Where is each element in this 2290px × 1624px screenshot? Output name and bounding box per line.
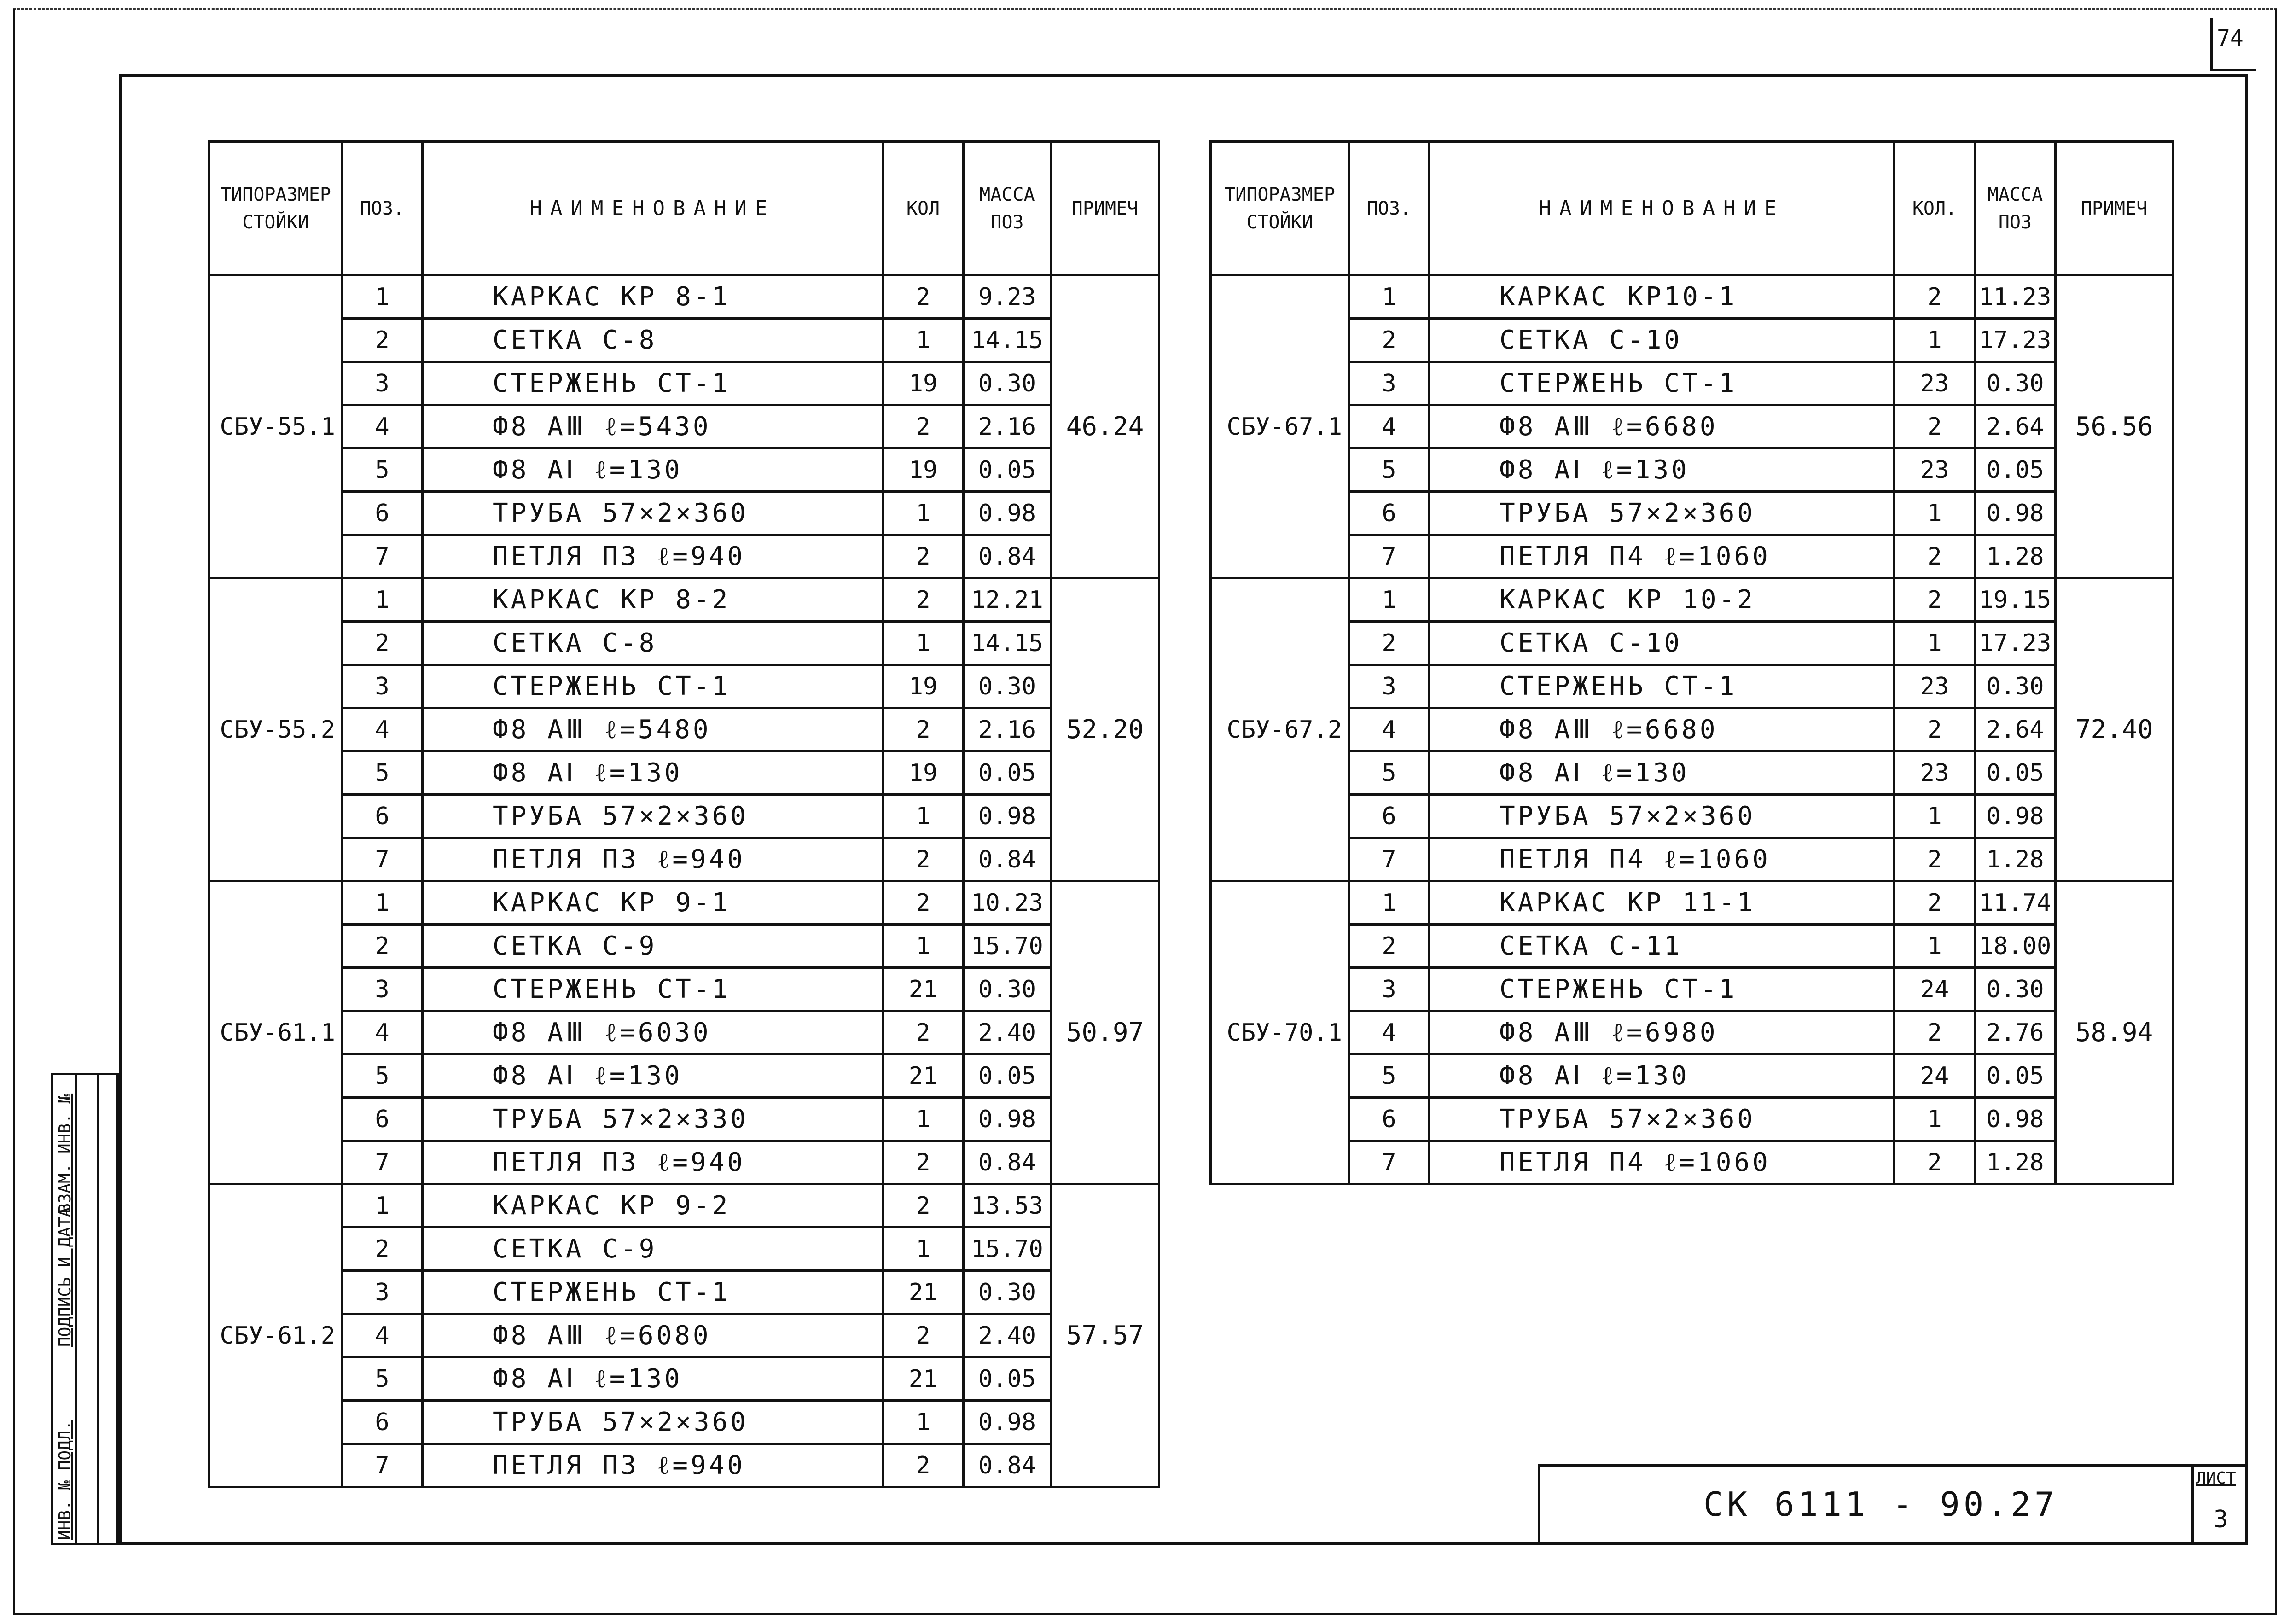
item-name: СЕТКА С-9 [423,1228,883,1271]
mass: 0.05 [964,751,1051,795]
table-row [209,795,1159,838]
position-number: 3 [1349,968,1430,1011]
position-number: 3 [1349,362,1430,405]
mass: 0.98 [964,1098,1051,1141]
position-number: 7 [342,838,423,881]
item-name: ТРУБА 57×2×360 [1430,1098,1895,1141]
mass: 0.84 [964,1444,1051,1487]
quantity: 1 [1895,925,1975,968]
quantity: 21 [883,1357,964,1401]
quantity: 19 [883,362,964,405]
quantity: 19 [883,751,964,795]
header-qty: КОЛ [883,142,964,275]
quantity: 2 [1895,1011,1975,1054]
item-name: СЕТКА С-9 [423,925,883,968]
position-number: 1 [342,578,423,622]
table-row [1211,838,2173,881]
position-number: 7 [342,1444,423,1487]
item-name: СТЕРЖЕНЬ СТ-1 [1430,362,1895,405]
quantity: 2 [1895,535,1975,578]
table-row [1211,492,2173,535]
quantity: 2 [883,275,964,319]
quantity: 2 [883,578,964,622]
quantity: 19 [883,665,964,708]
table-row [1211,751,2173,795]
table-row [209,1054,1159,1098]
mass: 15.70 [964,1228,1051,1271]
table-row [209,665,1159,708]
mass: 0.84 [964,535,1051,578]
item-name: ТРУБА 57×2×330 [423,1098,883,1141]
position-number: 1 [342,275,423,319]
sheet-label: ЛИСТ [2196,1469,2236,1488]
position-number: 7 [342,1141,423,1184]
item-name: Ф8 АⅢ ℓ=5480 [423,708,883,751]
quantity: 21 [883,1054,964,1098]
mass: 0.05 [964,448,1051,492]
table-row [1211,405,2173,448]
position-number: 5 [342,1054,423,1098]
rack-size: СБУ-61.2 [209,1184,342,1487]
table-row [1211,1098,2173,1141]
mass: 0.84 [964,1141,1051,1184]
item-name: СТЕРЖЕНЬ СТ-1 [423,968,883,1011]
mass: 2.16 [964,708,1051,751]
quantity: 1 [1895,1098,1975,1141]
mass: 2.76 [1975,1011,2056,1054]
table-row [1211,319,2173,362]
item-name: ПЕТЛЯ П4 ℓ=1060 [1430,535,1895,578]
mass: 0.05 [1975,751,2056,795]
item-name: СЕТКА С-8 [423,319,883,362]
item-name: ПЕТЛЯ П3 ℓ=940 [423,1444,883,1487]
item-name: СЕТКА С-10 [1430,622,1895,665]
total-mass-note: 58.94 [2056,881,2173,1184]
mass: 0.30 [1975,362,2056,405]
item-name: Ф8 АⅠ ℓ=130 [423,1357,883,1401]
table-row [209,1184,1159,1228]
mass: 0.30 [964,665,1051,708]
header-pos: ПОЗ. [342,142,423,275]
position-number: 7 [1349,535,1430,578]
mass: 11.23 [1975,275,2056,319]
position-number: 2 [342,319,423,362]
table-row [209,1401,1159,1444]
total-mass-note: 52.20 [1051,578,1159,881]
mass: 0.05 [1975,448,2056,492]
quantity: 2 [883,838,964,881]
item-name: ТРУБА 57×2×360 [423,492,883,535]
mass: 14.15 [964,319,1051,362]
position-number: 1 [1349,275,1430,319]
mass: 0.30 [964,968,1051,1011]
quantity: 2 [883,1314,964,1357]
quantity: 2 [883,881,964,925]
mass: 2.64 [1975,405,2056,448]
table-row [1211,881,2173,925]
rack-size: СБУ-55.2 [209,578,342,881]
mass: 0.30 [1975,968,2056,1011]
header-pos: ПОЗ. [1349,142,1430,275]
table-row [209,1444,1159,1487]
table-row [1211,665,2173,708]
quantity: 2 [1895,578,1975,622]
document-code: СК 6111 - 90.27 [1703,1485,2058,1524]
quantity: 1 [883,1098,964,1141]
quantity: 2 [883,1011,964,1054]
position-number: 2 [1349,925,1430,968]
table-row [1211,968,2173,1011]
side-label-inv-podl: ИНВ. № ПОДЛ. [56,1420,75,1540]
position-number: 2 [1349,319,1430,362]
mass: 18.00 [1975,925,2056,968]
table-row [209,925,1159,968]
header-note: ПРИМЕЧ [1051,142,1159,275]
sheet-number: 3 [2214,1506,2228,1533]
position-number: 4 [1349,1011,1430,1054]
table-row [209,1098,1159,1141]
item-name: СЕТКА С-8 [423,622,883,665]
rack-size: СБУ-70.1 [1211,881,1349,1184]
item-name: Ф8 АⅢ ℓ=6080 [423,1314,883,1357]
header-name: НАИМЕНОВАНИЕ [423,142,883,275]
mass: 2.16 [964,405,1051,448]
quantity: 1 [883,622,964,665]
quantity: 2 [1895,708,1975,751]
side-label-signature-date: ПОДПИСЬ И ДАТА [56,1207,75,1347]
position-number: 4 [342,405,423,448]
position-number: 2 [342,622,423,665]
mass: 17.23 [1975,622,2056,665]
quantity: 24 [1895,968,1975,1011]
item-name: Ф8 АⅠ ℓ=130 [423,448,883,492]
mass: 2.40 [964,1314,1051,1357]
table-row [209,1314,1159,1357]
item-name: СТЕРЖЕНЬ СТ-1 [423,1271,883,1314]
item-name: СТЕРЖЕНЬ СТ-1 [423,665,883,708]
table-row [209,1141,1159,1184]
position-number: 3 [342,362,423,405]
mass: 0.98 [1975,795,2056,838]
position-number: 4 [342,1314,423,1357]
total-mass-note: 46.24 [1051,275,1159,578]
table-row [209,881,1159,925]
position-number: 1 [1349,578,1430,622]
table-row [1211,708,2173,751]
side-label-vzam-inv: ВЗАМ. ИНВ. № [56,1093,75,1213]
position-number: 4 [1349,708,1430,751]
position-number: 4 [342,1011,423,1054]
item-name: Ф8 АⅢ ℓ=6980 [1430,1011,1895,1054]
total-mass-note: 57.57 [1051,1184,1159,1487]
side-stamp [51,1073,119,1545]
position-number: 7 [1349,838,1430,881]
table-row [209,275,1159,319]
header-qty: КОЛ. [1895,142,1975,275]
item-name: КАРКАС КР 9-2 [423,1184,883,1228]
quantity: 2 [1895,405,1975,448]
mass: 2.64 [1975,708,2056,751]
item-name: ПЕТЛЯ П4 ℓ=1060 [1430,838,1895,881]
total-mass-note: 50.97 [1051,881,1159,1184]
quantity: 23 [1895,362,1975,405]
position-number: 5 [342,1357,423,1401]
table-row [209,1011,1159,1054]
quantity: 21 [883,1271,964,1314]
quantity: 2 [1895,275,1975,319]
mass: 17.23 [1975,319,2056,362]
table-row [209,751,1159,795]
item-name: КАРКАС КР 8-1 [423,275,883,319]
position-number: 6 [1349,492,1430,535]
item-name: Ф8 АⅠ ℓ=130 [1430,448,1895,492]
table-row [209,1271,1159,1314]
mass: 13.53 [964,1184,1051,1228]
header-size: ТИПОРАЗМЕР СТОЙКИ [209,142,342,275]
header-note: ПРИМЕЧ [2056,142,2173,275]
page-number: 74 [2217,25,2244,51]
mass: 0.98 [1975,492,2056,535]
table-row [209,492,1159,535]
position-number: 3 [342,1271,423,1314]
position-number: 6 [342,1401,423,1444]
table-row [209,1228,1159,1271]
table-row [1211,275,2173,319]
rack-size: СБУ-67.2 [1211,578,1349,881]
header-mass: МАССА ПОЗ [964,142,1051,275]
mass: 0.30 [1975,665,2056,708]
table-row [209,535,1159,578]
item-name: ПЕТЛЯ П4 ℓ=1060 [1430,1141,1895,1184]
table-row [1211,622,2173,665]
table-row [209,578,1159,622]
quantity: 1 [1895,319,1975,362]
table-row [1211,535,2173,578]
mass: 14.15 [964,622,1051,665]
item-name: Ф8 АⅠ ℓ=130 [423,751,883,795]
position-number: 7 [342,535,423,578]
specification-table-right [1209,140,2174,1185]
table-row [1211,925,2173,968]
quantity: 21 [883,968,964,1011]
table-row [209,448,1159,492]
quantity: 23 [1895,751,1975,795]
rack-size: СБУ-55.1 [209,275,342,578]
quantity: 1 [883,795,964,838]
position-number: 5 [342,448,423,492]
position-number: 6 [342,492,423,535]
mass: 0.98 [1975,1098,2056,1141]
mass: 0.05 [964,1357,1051,1401]
table-row [209,362,1159,405]
position-number: 5 [342,751,423,795]
mass: 12.21 [964,578,1051,622]
table-row [1211,1011,2173,1054]
mass: 1.28 [1975,535,2056,578]
quantity: 1 [883,925,964,968]
quantity: 1 [883,492,964,535]
quantity: 1 [1895,492,1975,535]
position-number: 6 [342,795,423,838]
mass: 0.98 [964,795,1051,838]
table-row [209,968,1159,1011]
position-number: 2 [1349,622,1430,665]
table-row [1211,1141,2173,1184]
item-name: ПЕТЛЯ П3 ℓ=940 [423,535,883,578]
mass: 0.05 [964,1054,1051,1098]
quantity: 1 [883,319,964,362]
quantity: 1 [883,1401,964,1444]
mass: 0.98 [964,1401,1051,1444]
table-row [209,708,1159,751]
item-name: КАРКАС КР 9-1 [423,881,883,925]
quantity: 2 [1895,881,1975,925]
item-name: СЕТКА С-11 [1430,925,1895,968]
item-name: ТРУБА 57×2×360 [423,795,883,838]
quantity: 2 [883,405,964,448]
position-number: 3 [342,968,423,1011]
quantity: 2 [1895,1141,1975,1184]
position-number: 2 [342,1228,423,1271]
position-number: 5 [1349,448,1430,492]
table-row [209,622,1159,665]
mass: 0.30 [964,362,1051,405]
position-number: 3 [342,665,423,708]
item-name: Ф8 АⅢ ℓ=5430 [423,405,883,448]
item-name: Ф8 АⅠ ℓ=130 [423,1054,883,1098]
item-name: СЕТКА С-10 [1430,319,1895,362]
header-name: НАИМЕНОВАНИЕ [1430,142,1895,275]
mass: 1.28 [1975,1141,2056,1184]
rack-size: СБУ-67.1 [1211,275,1349,578]
position-number: 6 [342,1098,423,1141]
table-row [1211,1054,2173,1098]
position-number: 2 [342,925,423,968]
position-number: 3 [1349,665,1430,708]
position-number: 1 [342,881,423,925]
position-number: 4 [1349,405,1430,448]
position-number: 5 [1349,1054,1430,1098]
item-name: СТЕРЖЕНЬ СТ-1 [1430,665,1895,708]
total-mass-note: 72.40 [2056,578,2173,881]
header-mass: МАССА ПОЗ [1975,142,2056,275]
position-number: 1 [1349,881,1430,925]
table-row [1211,448,2173,492]
item-name: ПЕТЛЯ П3 ℓ=940 [423,1141,883,1184]
quantity: 1 [1895,795,1975,838]
quantity: 23 [1895,665,1975,708]
quantity: 23 [1895,448,1975,492]
table-row [209,838,1159,881]
quantity: 2 [883,1184,964,1228]
quantity: 19 [883,448,964,492]
table-row [209,405,1159,448]
quantity: 2 [883,708,964,751]
position-number: 1 [342,1184,423,1228]
specification-table-left [208,140,1160,1488]
mass: 15.70 [964,925,1051,968]
item-name: СТЕРЖЕНЬ СТ-1 [423,362,883,405]
position-number: 5 [1349,751,1430,795]
rack-size: СБУ-61.1 [209,881,342,1184]
quantity: 24 [1895,1054,1975,1098]
mass: 19.15 [1975,578,2056,622]
mass: 1.28 [1975,838,2056,881]
table-row [1211,578,2173,622]
quantity: 1 [1895,622,1975,665]
table-row [209,319,1159,362]
table-row [1211,795,2173,838]
position-number: 4 [342,708,423,751]
mass: 10.23 [964,881,1051,925]
mass: 0.84 [964,838,1051,881]
item-name: КАРКАС КР 11-1 [1430,881,1895,925]
mass: 0.30 [964,1271,1051,1314]
total-mass-note: 56.56 [2056,275,2173,578]
quantity: 2 [883,535,964,578]
item-name: КАРКАС КР 10-2 [1430,578,1895,622]
table-row [1211,362,2173,405]
item-name: Ф8 АⅢ ℓ=6680 [1430,708,1895,751]
header-size: ТИПОРАЗМЕР СТОЙКИ [1211,142,1349,275]
item-name: СТЕРЖЕНЬ СТ-1 [1430,968,1895,1011]
position-number: 6 [1349,795,1430,838]
item-name: КАРКАС КР10-1 [1430,275,1895,319]
quantity: 2 [883,1444,964,1487]
item-name: Ф8 АⅠ ℓ=130 [1430,751,1895,795]
quantity: 2 [883,1141,964,1184]
item-name: ТРУБА 57×2×360 [1430,492,1895,535]
mass: 2.40 [964,1011,1051,1054]
position-number: 6 [1349,1098,1430,1141]
quantity: 1 [883,1228,964,1271]
mass: 9.23 [964,275,1051,319]
mass: 0.98 [964,492,1051,535]
item-name: Ф8 АⅢ ℓ=6030 [423,1011,883,1054]
item-name: ТРУБА 57×2×360 [423,1401,883,1444]
mass: 11.74 [1975,881,2056,925]
item-name: Ф8 АⅢ ℓ=6680 [1430,405,1895,448]
item-name: Ф8 АⅠ ℓ=130 [1430,1054,1895,1098]
mass: 0.05 [1975,1054,2056,1098]
table-row [209,1357,1159,1401]
item-name: ТРУБА 57×2×360 [1430,795,1895,838]
quantity: 2 [1895,838,1975,881]
item-name: ПЕТЛЯ П3 ℓ=940 [423,838,883,881]
item-name: КАРКАС КР 8-2 [423,578,883,622]
position-number: 7 [1349,1141,1430,1184]
